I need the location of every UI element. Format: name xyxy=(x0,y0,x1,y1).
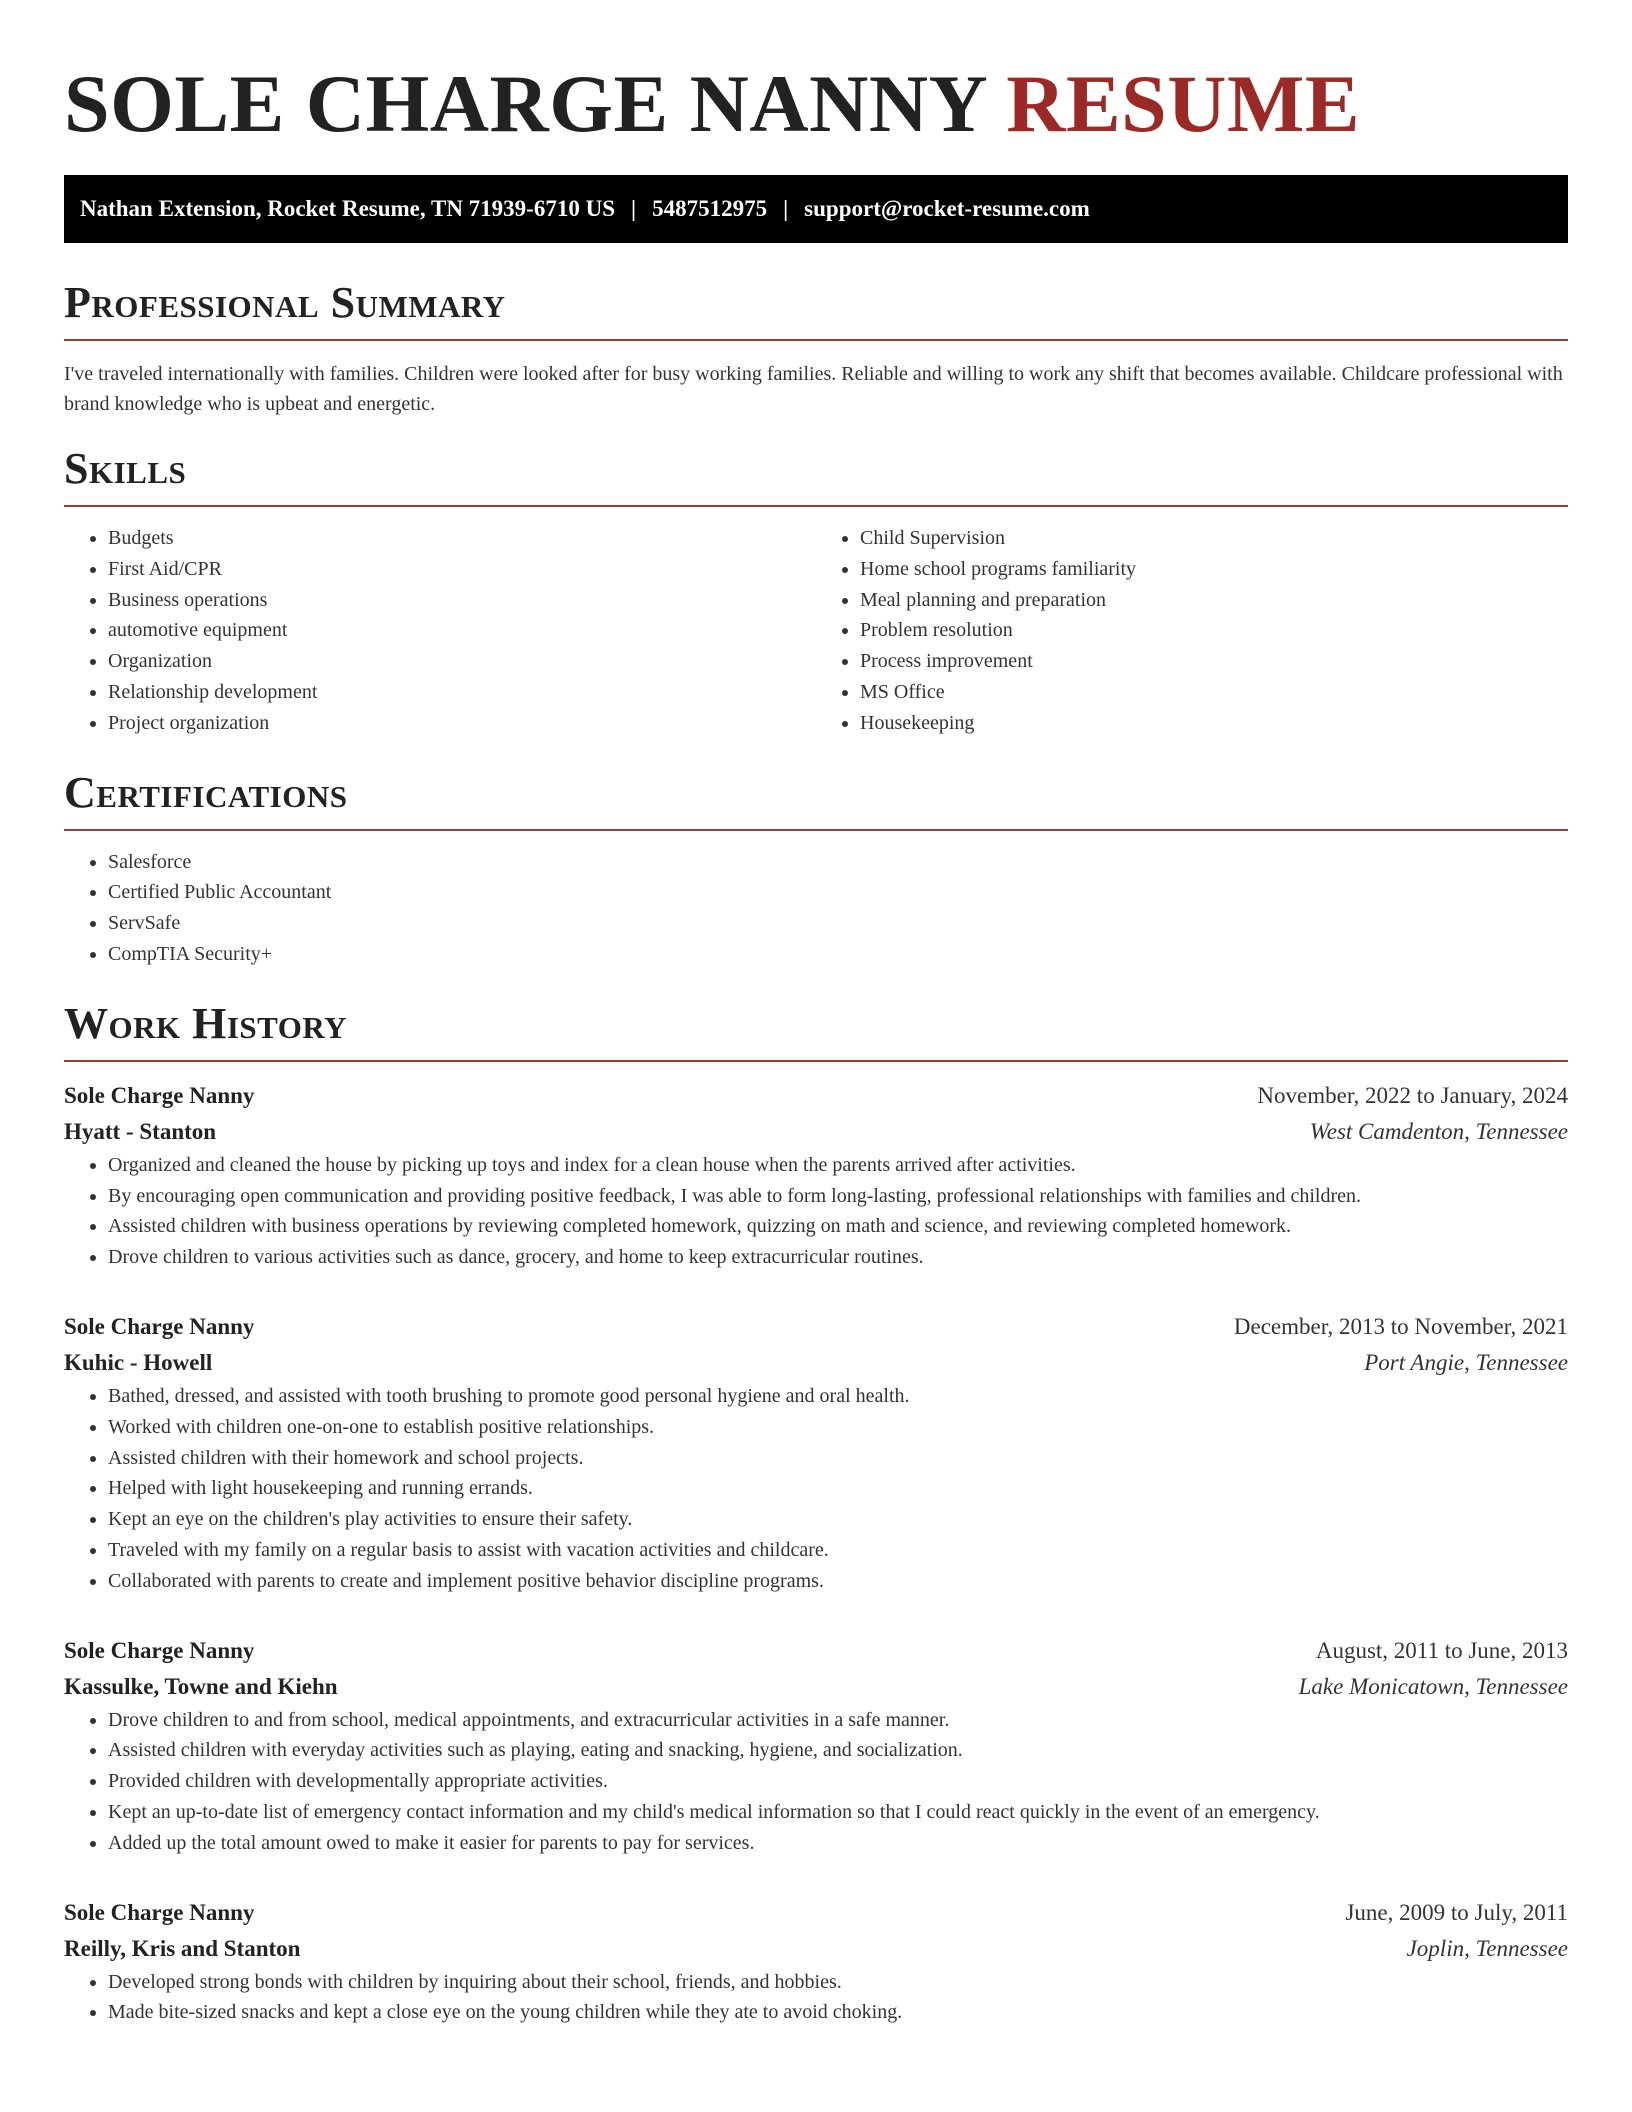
job-title: Sole Charge Nanny xyxy=(64,1637,255,1663)
summary-text: I've traveled internationally with families. Children were looked after for busy working families. Reliable and willing to work any shift that becomes available. Childcare professional with brand knowledge who is upbeat and energetic. xyxy=(64,363,1563,415)
summary-section xyxy=(64,277,1568,419)
skill-item: • Meal planning and preparation xyxy=(860,585,1568,616)
job-bullets xyxy=(64,1381,1568,1597)
contact-bar xyxy=(64,175,1568,243)
skills-column-right xyxy=(816,523,1568,739)
job-subheader-row xyxy=(64,1114,1568,1150)
job-bullet: • Drove children to various activities such as dance, grocery, and home to keep extracurricular routines. xyxy=(108,1242,1568,1273)
certification-item: • Certified Public Accountant xyxy=(108,877,1568,908)
job-bullet: • Made bite-sized snacks and kept a close eye on the young children while they ate to avoid choking. xyxy=(108,1997,1568,2028)
skill-item: • Housekeeping xyxy=(860,708,1568,739)
job-bullet: • Kept an up-to-date list of emergency contact information and my child's medical information so that I could react quickly in the event of an emergency. xyxy=(108,1797,1568,1828)
skill-item: • Business operations xyxy=(108,585,816,616)
section-heading-skills: Skills xyxy=(64,444,187,493)
job-title: Sole Charge Nanny xyxy=(64,1313,255,1339)
job-dates: June, 2009 to July, 2011 xyxy=(1345,1899,1568,1925)
job-bullets xyxy=(64,1150,1568,1273)
contact-address: Nathan Extension, Rocket Resume, TN 71939-6710 US xyxy=(80,196,615,221)
contact-email[interactable]: support@rocket-resume.com xyxy=(804,196,1090,221)
job-company: Kuhic - Howell xyxy=(64,1349,213,1375)
job-bullet: • Assisted children with their homework and school projects. xyxy=(108,1443,1568,1474)
job-subheader-row xyxy=(64,1931,1568,1967)
job-dates: August, 2011 to June, 2013 xyxy=(1315,1637,1568,1663)
section-divider xyxy=(64,1060,1568,1062)
job-title: Sole Charge Nanny xyxy=(64,1899,255,1925)
job-header-row xyxy=(64,1309,1568,1345)
title-main: SOLE CHARGE NANNY xyxy=(64,58,986,149)
work-history-section xyxy=(64,998,1568,2028)
skill-item: • Project organization xyxy=(108,708,816,739)
skill-item: • Problem resolution xyxy=(860,615,1568,646)
section-divider xyxy=(64,339,1568,341)
title-accent: RESUME xyxy=(1006,58,1361,149)
certifications-list xyxy=(64,847,1568,970)
skills-list-right xyxy=(816,523,1568,739)
certification-item: • CompTIA Security+ xyxy=(108,939,1568,970)
job-company: Hyatt - Stanton xyxy=(64,1118,217,1144)
job-bullet: • Kept an eye on the children's play activities to ensure their safety. xyxy=(108,1504,1568,1535)
contact-separator: | xyxy=(631,196,637,221)
skill-item: • MS Office xyxy=(860,677,1568,708)
job-bullet: • Assisted children with everyday activities such as playing, eating and snacking, hygiene, and socialization. xyxy=(108,1735,1568,1766)
job-bullet: • Provided children with developmentally appropriate activities. xyxy=(108,1766,1568,1797)
skills-list-left xyxy=(64,523,816,739)
job-dates: December, 2013 to November, 2021 xyxy=(1233,1313,1568,1339)
skill-item: • Organization xyxy=(108,646,816,677)
section-heading-summary: Professional Summary xyxy=(64,278,506,327)
certification-item: • ServSafe xyxy=(108,908,1568,939)
job-header-row xyxy=(64,1078,1568,1114)
contact-phone: 5487512975 xyxy=(652,196,768,221)
skill-item: • Process improvement xyxy=(860,646,1568,677)
job-bullets xyxy=(64,1705,1568,1859)
resume-title xyxy=(64,0,1568,154)
job-entry xyxy=(64,1895,1568,2029)
skill-item: • Home school programs familiarity xyxy=(860,554,1568,585)
skill-item: • automotive equipment xyxy=(108,615,816,646)
job-bullets xyxy=(64,1967,1568,2029)
job-bullet: • Worked with children one-on-one to establish positive relationships. xyxy=(108,1412,1568,1443)
job-company: Reilly, Kris and Stanton xyxy=(64,1935,301,1961)
skill-item: • Relationship development xyxy=(108,677,816,708)
skill-item: • First Aid/CPR xyxy=(108,554,816,585)
skill-item: • Child Supervision xyxy=(860,523,1568,554)
section-heading-certifications: Certifications xyxy=(64,767,348,817)
job-bullet: • Added up the total amount owed to make it easier for parents to pay for services. xyxy=(108,1828,1568,1859)
job-bullet: • Helped with light housekeeping and running errands. xyxy=(108,1473,1568,1504)
job-entry xyxy=(64,1633,1568,1859)
job-subheader-row xyxy=(64,1669,1568,1705)
certification-item: • Salesforce xyxy=(108,847,1568,878)
job-bullet: • By encouraging open communication and providing positive feedback, I was able to form long-lasting, professional relationships with families and children. xyxy=(108,1181,1568,1212)
job-header-row xyxy=(64,1895,1568,1931)
job-entry xyxy=(64,1078,1568,1273)
job-company: Kassulke, Towne and Kiehn xyxy=(64,1673,338,1699)
job-bullet: • Collaborated with parents to create and implement positive behavior discipline programs. xyxy=(108,1566,1568,1597)
job-bullet: • Bathed, dressed, and assisted with tooth brushing to promote good personal hygiene and oral health. xyxy=(108,1381,1568,1412)
job-bullet: • Drove children to and from school, medical appointments, and extracurricular activities in a safe manner. xyxy=(108,1705,1568,1736)
job-location: Joplin, Tennessee xyxy=(1406,1935,1568,1961)
skills-column-left xyxy=(64,523,816,739)
job-subheader-row xyxy=(64,1345,1568,1381)
section-divider xyxy=(64,505,1568,507)
certifications-section xyxy=(64,767,1568,970)
job-dates: November, 2022 to January, 2024 xyxy=(1257,1082,1568,1108)
skill-item: • Budgets xyxy=(108,523,816,554)
section-heading-work-history: Work History xyxy=(64,998,348,1048)
skills-section xyxy=(64,443,1568,739)
contact-separator: | xyxy=(783,196,789,221)
job-title: Sole Charge Nanny xyxy=(64,1082,255,1108)
job-bullet: • Traveled with my family on a regular basis to assist with vacation activities and childcare. xyxy=(108,1535,1568,1566)
job-bullet: • Developed strong bonds with children by inquiring about their school, friends, and hobbies. xyxy=(108,1967,1568,1998)
job-location: Port Angie, Tennessee xyxy=(1364,1349,1568,1375)
job-entry xyxy=(64,1309,1568,1597)
job-bullet: • Organized and cleaned the house by picking up toys and index for a clean house when the parents arrived after activities. xyxy=(108,1150,1568,1181)
job-location: West Camdenton, Tennessee xyxy=(1309,1118,1568,1144)
job-bullet: • Assisted children with business operations by reviewing completed homework, quizzing on math and science, and reviewing completed homework. xyxy=(108,1211,1568,1242)
job-header-row xyxy=(64,1633,1568,1669)
job-location: Lake Monicatown, Tennessee xyxy=(1298,1673,1568,1699)
skills-columns xyxy=(64,523,1568,739)
section-divider xyxy=(64,829,1568,831)
